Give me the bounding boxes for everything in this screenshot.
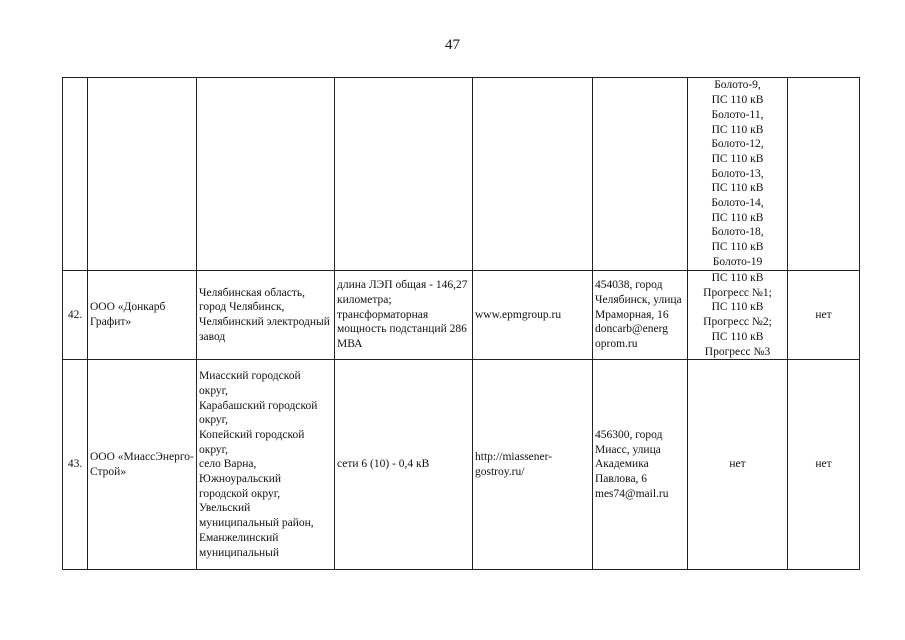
organization-name-cell: ООО «МиассЭнерго-Строй» — [88, 360, 197, 570]
table-row — [63, 271, 860, 360]
connection-point-line: ПС 110 кВ — [711, 152, 764, 165]
connection-point-line: Болото-18, — [711, 226, 764, 239]
connection-point-line: ПС 110 кВ — [711, 330, 764, 343]
table-row — [63, 360, 860, 570]
registry-table — [62, 77, 860, 570]
connection-point-line: ПС 110 кВ — [711, 211, 764, 224]
connection-point-line: ПС 110 кВ — [711, 241, 764, 254]
characteristics-cell: длина ЛЭП общая - 146,27 километра; трансформаторная мощность подстанций 286 МВА — [335, 271, 473, 360]
last-column-cell: нет — [788, 360, 860, 570]
characteristics-cell: сети 6 (10) - 0,4 кВ — [335, 360, 473, 570]
website-cell: http://miassener-gostroy.ru/ — [473, 360, 593, 570]
connection-point-line: ПС 110 кВ — [711, 301, 764, 314]
territory-cell: Миасский городской округ, Карабашский городской округ, Копейский городской округ, село Варна, Южноуральский городской округ, Увельский муниципальный район, Еманжелинский муниципальный — [197, 360, 335, 570]
connection-point-line: Болото-19 — [712, 255, 763, 268]
connection-point-line: Болото-11, — [711, 108, 764, 121]
territory-cell: Челябинская область, город Челябинск, Челябинский электродный завод — [197, 271, 335, 360]
contacts-cell — [593, 78, 688, 271]
connection-points-cell — [688, 78, 788, 271]
characteristics-cell — [335, 78, 473, 271]
connection-point-line: ПС 110 кВ — [711, 94, 764, 107]
connection-point-line: ПС 110 кВ — [711, 182, 764, 195]
contacts-cell: 454038, город Челябинск, улица Мраморная, 16 doncarb@energ oprom.ru — [593, 271, 688, 360]
last-column-cell: нет — [788, 271, 860, 360]
connection-point-line: ПС 110 кВ — [711, 123, 764, 136]
organization-name-cell: ООО «Донкарб Графит» — [88, 271, 197, 360]
connection-point-line: Болото-9, — [714, 79, 761, 92]
connection-point-line: Болото-12, — [711, 138, 764, 151]
website-cell — [473, 78, 593, 271]
website-cell: www.epmgroup.ru — [473, 271, 593, 360]
last-column-cell — [788, 78, 860, 271]
connection-point-line: Болото-14, — [711, 197, 764, 210]
page-number: 47 — [445, 37, 460, 53]
row-number-cell: 42. — [63, 271, 88, 360]
connection-point-line: Прогресс №1; — [703, 286, 772, 299]
connection-point-line: Болото-13, — [711, 167, 764, 180]
territory-cell — [197, 78, 335, 271]
table-row — [63, 78, 860, 271]
organization-name-cell — [88, 78, 197, 271]
connection-point-line: Прогресс №2; — [703, 316, 772, 329]
contacts-cell: 456300, город Миасс, улица Академика Павлова, 6 mes74@mail.ru — [593, 360, 688, 570]
connection-points-cell — [688, 271, 788, 360]
connection-point-line: Прогресс №3 — [704, 345, 771, 358]
connection-point-line: ПС 110 кВ — [711, 272, 764, 284]
row-number-cell — [63, 78, 88, 271]
connection-points-cell: нет — [688, 360, 788, 570]
row-number-cell: 43. — [63, 360, 88, 570]
